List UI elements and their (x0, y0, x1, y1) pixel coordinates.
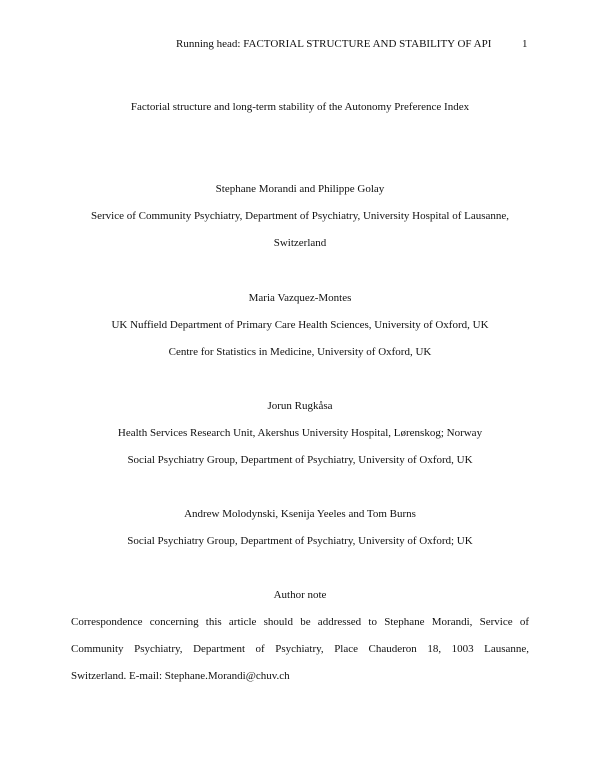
author-note-line: Community Psychiatry, Department of Psychiatry, Place Chauderon 18, 1003 Lausanne, (71, 643, 529, 655)
affiliation: Social Psychiatry Group, Department of Psychiatry, University of Oxford; UK (127, 535, 473, 547)
author-note-heading: Author note (273, 589, 327, 601)
page-number: 1 (522, 38, 528, 50)
author-names: Maria Vazquez-Montes (248, 292, 352, 304)
author-names: Andrew Molodynski, Ksenija Yeeles and Tom Burns (184, 508, 416, 520)
affiliation: Centre for Statistics in Medicine, University of Oxford, UK (168, 346, 432, 358)
running-head: Running head: FACTORIAL STRUCTURE AND STABILITY OF API (176, 38, 492, 50)
affiliation: Service of Community Psychiatry, Department of Psychiatry, University Hospital of Lausanne, (90, 210, 510, 222)
affiliation: Switzerland (273, 237, 327, 249)
author-note-line: Switzerland. E-mail: Stephane.Morandi@chuv.ch (71, 670, 290, 682)
paper-title: Factorial structure and long-term stability of the Autonomy Preference Index (130, 101, 470, 113)
author-names: Stephane Morandi and Philippe Golay (215, 183, 385, 195)
author-names: Jorun Rugkåsa (267, 400, 333, 412)
affiliation: Social Psychiatry Group, Department of Psychiatry, University of Oxford, UK (127, 454, 473, 466)
author-note-line: Correspondence concerning this article should be addressed to Stephane Morandi, Service of (71, 616, 529, 628)
affiliation: Health Services Research Unit, Akershus University Hospital, Lørenskog; Norway (117, 427, 483, 439)
affiliation: UK Nuffield Department of Primary Care Health Sciences, University of Oxford, UK (111, 319, 489, 331)
